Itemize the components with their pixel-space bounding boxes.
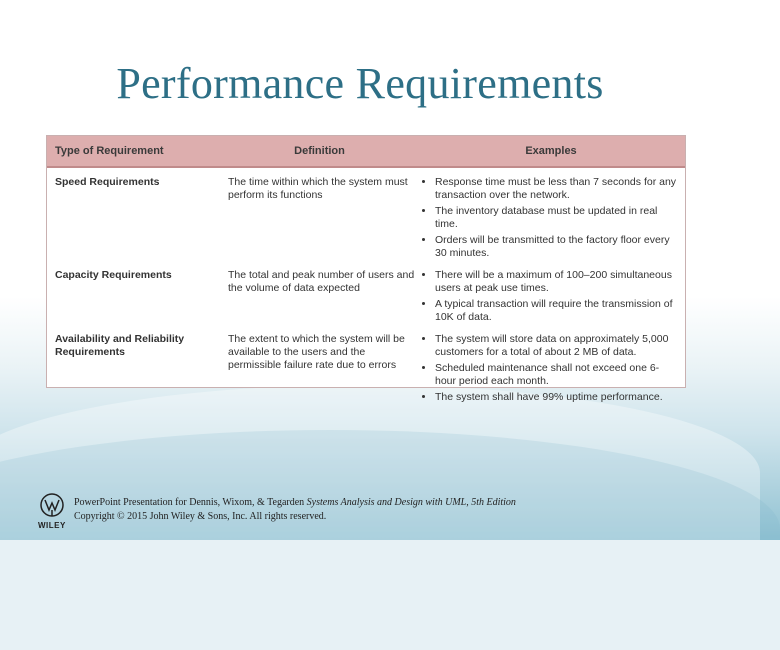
- example-item: • Scheduled maintenance shall not exceed one 6-hour period each month.: [435, 362, 679, 388]
- publisher-logo-text: WILEY: [38, 521, 66, 530]
- example-item: • Response time must be less than 7 seconds for any transaction over the network.: [435, 176, 679, 202]
- header-definition: Definition: [294, 145, 345, 157]
- table-row: [47, 269, 685, 327]
- footer-line-1: [74, 496, 516, 510]
- example-item: • The system shall have 99% uptime performance.: [435, 391, 679, 404]
- example-item: • A typical transaction will require the transmission of 10K of data.: [435, 298, 679, 324]
- slide-title: Performance Requirements: [116, 59, 604, 108]
- table-row: [47, 176, 685, 263]
- row-examples: [417, 333, 685, 407]
- row-definition: The total and peak number of users and the volume of data expected: [228, 269, 415, 294]
- row-type: Availability and Reliability Requirements: [55, 333, 185, 358]
- footer-presentation-text: PowerPoint Presentation for Dennis, Wixom, & Tegarden: [74, 497, 307, 508]
- table-row: [47, 333, 685, 407]
- example-item: • Orders will be transmitted to the factory floor every 30 minutes.: [435, 234, 679, 260]
- example-item: • There will be a maximum of 100–200 simultaneous users at peak use times.: [435, 269, 679, 295]
- row-type: Speed Requirements: [55, 176, 160, 188]
- example-item: • The system will store data on approximately 5,000 customers for a total of about 2 MB of data.: [435, 333, 679, 359]
- requirements-table: [46, 135, 686, 403]
- slide-footer: [74, 496, 516, 524]
- table-header: [47, 136, 685, 168]
- row-type: Capacity Requirements: [55, 269, 172, 281]
- header-examples: Examples: [525, 145, 577, 157]
- background-wave-lower: [0, 430, 780, 650]
- row-examples: [417, 176, 685, 263]
- footer-book-title: Systems Analysis and Design with UML, 5th Edition: [306, 497, 516, 508]
- footer-copyright: Copyright © 2015 John Wiley & Sons, Inc. All rights reserved.: [74, 511, 327, 522]
- example-item: • The inventory database must be updated in real time.: [435, 205, 679, 231]
- row-definition: The extent to which the system will be available to the users and the permissible failure rate due to errors: [228, 333, 405, 371]
- row-definition: The time within which the system must perform its functions: [228, 176, 408, 201]
- row-examples: [417, 269, 685, 327]
- header-type: Type of Requirement: [55, 145, 164, 157]
